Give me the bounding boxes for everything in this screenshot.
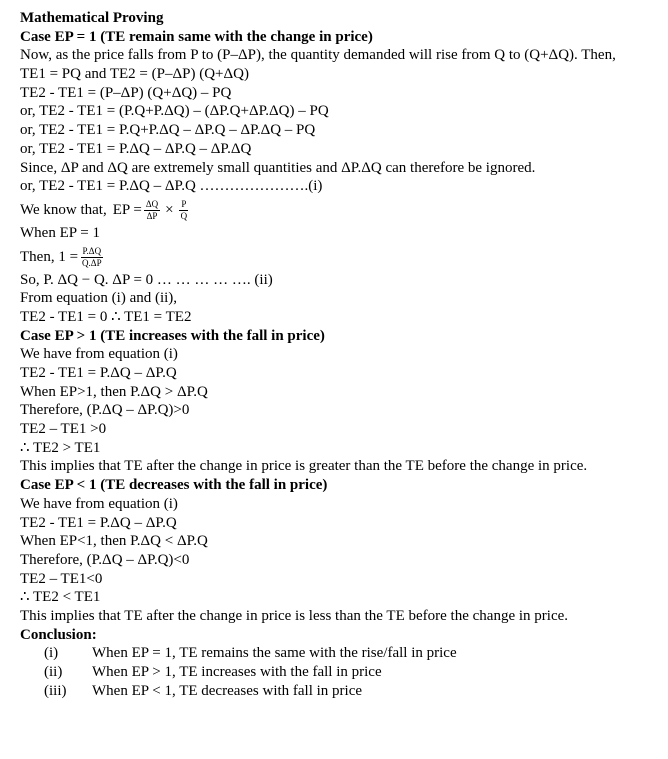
conclusion-text: When EP < 1, TE decreases with fall in price <box>92 682 363 699</box>
fraction-dq-dp: $\frac{\Delta Q}{\Delta P}$ <box>145 198 159 221</box>
case2-line: When EP>1, then P.ΔQ > ΔP.Q <box>20 383 208 400</box>
case3-line: TE2 - TE1 = P.ΔQ – ΔP.Q <box>20 514 177 531</box>
case2-line: We have from equation (i) <box>20 346 178 363</box>
formula-lhs: EP = <box>112 201 142 218</box>
case3-line: We have from equation (i) <box>20 495 178 512</box>
when-ep-equals-1: When EP = 1 <box>20 224 100 241</box>
case1-line: or, TE2 - TE1 = P.ΔQ – ΔP.Q ………………….(i) <box>20 178 323 195</box>
case1-line: Now, as the price falls from P to (P–ΔP), the quantity demanded will rise from Q to (Q+ΔQ). Then, <box>20 47 616 64</box>
elasticity-formula <box>20 199 660 222</box>
case1-heading: Case EP = 1 (TE remain same with the change in price) <box>20 28 373 45</box>
case2-line: This implies that TE after the change in price is greater than the TE before the change in price. <box>20 458 588 475</box>
conclusion-index: (i) <box>44 645 59 662</box>
case3-line: TE2 – TE1<0 <box>20 570 103 587</box>
conclusion-text: When EP > 1, TE increases with the fall in price <box>92 664 382 680</box>
case1-line: TE2 - TE1 = (P–ΔP) (Q+ΔQ) – PQ <box>20 84 232 101</box>
case2-heading: Case EP > 1 (TE increases with the fall in price) <box>20 327 325 344</box>
case2-line: TE2 - TE1 = P.ΔQ – ΔP.Q <box>20 365 177 381</box>
then-prefix: Then, 1 = <box>20 248 79 265</box>
conclusion-text: When EP = 1, TE remains the same with the rise/fall in price <box>92 645 457 662</box>
case3-line: When EP<1, then P.ΔQ < ΔP.Q <box>20 533 208 550</box>
case1-tail-line: From equation (i) and (ii), <box>20 290 178 307</box>
case1-line: or, TE2 - TE1 = P.Q+P.ΔQ – ΔP.Q – ΔP.ΔQ – PQ <box>20 122 316 139</box>
case3-line: This implies that TE after the change in price is less than the TE before the change in price. <box>20 607 569 624</box>
case3-line: ∴ TE2 < TE1 <box>20 589 101 606</box>
case1-line: or, TE2 - TE1 = P.ΔQ – ΔP.Q – ΔP.ΔQ <box>20 140 252 157</box>
case1-tail-line: TE2 - TE1 = 0 ∴ TE1 = TE2 <box>20 308 192 325</box>
case1-tail-line: So, P. ΔQ − Q. ΔP = 0 … … … … …. (ii) <box>20 271 273 288</box>
then-formula <box>20 246 660 269</box>
conclusion-item <box>20 663 660 682</box>
conclusion-index: (ii) <box>44 664 63 680</box>
case3-heading: Case EP < 1 (TE decreases with the fall in price) <box>20 477 328 494</box>
conclusion-heading: Conclusion: <box>20 626 97 643</box>
conclusion-item <box>20 682 660 701</box>
fraction-pdq-qdp: $\frac{P.\Delta Q}{Q.\Delta P}$ <box>82 245 102 268</box>
fraction-p-q: $\frac{P}{Q}$ <box>180 198 188 221</box>
case1-line: Since, ΔP and ΔQ are extremely small quantities and ΔP.ΔQ can therefore be ignored. <box>20 159 536 176</box>
document-title: Mathematical Proving <box>20 10 164 26</box>
times-symbol: × <box>165 201 174 218</box>
case2-line: TE2 – TE1 >0 <box>20 421 107 438</box>
conclusion-index: (iii) <box>44 682 67 699</box>
document <box>20 9 660 700</box>
case3-line: Therefore, (P.ΔQ – ΔP.Q)<0 <box>20 551 190 568</box>
conclusion-item <box>20 644 660 663</box>
case1-line: TE1 = PQ and TE2 = (P–ΔP) (Q+ΔQ) <box>20 66 249 83</box>
formula-prefix: We know that, <box>20 201 107 218</box>
case2-line: Therefore, (P.ΔQ – ΔP.Q)>0 <box>20 402 190 419</box>
case2-line: ∴ TE2 > TE1 <box>20 439 101 456</box>
case1-line: or, TE2 - TE1 = (P.Q+P.ΔQ) – (ΔP.Q+ΔP.ΔQ) – PQ <box>20 103 329 120</box>
